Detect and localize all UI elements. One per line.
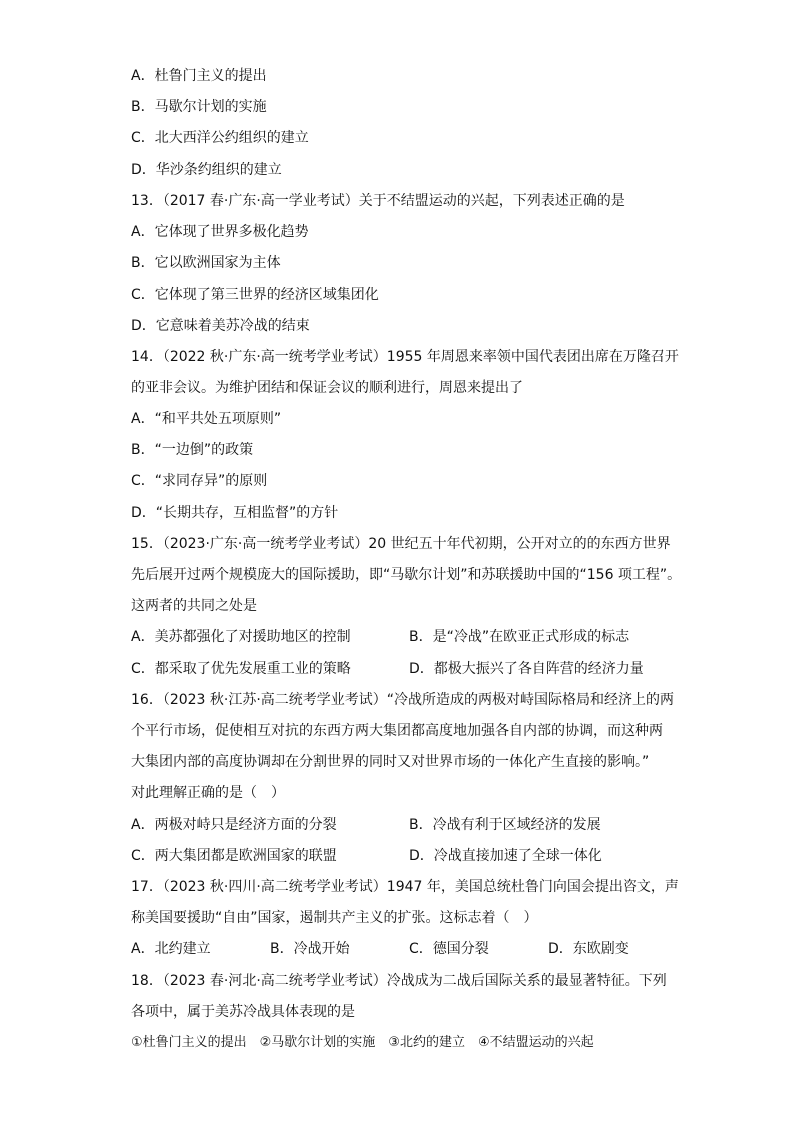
q16-option-b: B．冷战有利于区域经济的发展 xyxy=(409,817,601,833)
q12-option-d: D．华沙条约组织的建立 xyxy=(131,162,282,178)
q12-option-b: B．马歇尔计划的实施 xyxy=(131,99,267,115)
q17-stem-line-1: 17．（2023 秋·四川·高二统考学业考试）1947 年，美国总统杜鲁门向国会提出咨文，声 xyxy=(131,879,679,895)
q17-option-a: A．北约建立 xyxy=(131,941,211,957)
q15-option-a: A．美苏都强化了对援助地区的控制 xyxy=(131,629,351,645)
q13-stem: 13．（2017 春·广东·高一学业考试）关于不结盟运动的兴起，下列表述正确的是 xyxy=(131,193,625,209)
q16-stem-line-3: 大集团内部的高度协调却在分割世界的同时又对世界市场的一体化产生直接的影响。” xyxy=(131,754,650,770)
q15-stem-line-1: 15．（2023·广东·高一统考学业考试）20 世纪五十年代初期，公开对立的的东西方世界 xyxy=(131,536,671,552)
q12-option-c: C．北大西洋公约组织的建立 xyxy=(131,130,309,146)
q15-option-c: C．都采取了优先发展重工业的策略 xyxy=(131,661,351,677)
q18-items: ①杜鲁门主义的提出 ②马歇尔计划的实施 ③北约的建立 ④不结盟运动的兴起 xyxy=(131,1035,594,1050)
q15-option-b: B．是“冷战”在欧亚正式形成的标志 xyxy=(409,629,630,645)
q14-option-b: B．“一边倒”的政策 xyxy=(131,442,254,458)
q16-option-d: D．冷战直接加速了全球一体化 xyxy=(409,848,602,864)
q14-option-d: D．“长期共存，互相监督”的方针 xyxy=(131,505,339,521)
q18-stem-line-1: 18．（2023 春·河北·高二统考学业考试）冷战成为二战后国际关系的最显著特征。下列 xyxy=(131,973,667,989)
q14-stem-line-1: 14．（2022 秋·广东·高一统考学业考试）1955 年周恩来率领中国代表团出席在万隆召开 xyxy=(131,349,679,365)
q13-option-c: C．它体现了第三世界的经济区域集团化 xyxy=(131,287,379,303)
q14-option-c: C．“求同存异”的原则 xyxy=(131,473,268,489)
q13-option-a: A．它体现了世界多极化趋势 xyxy=(131,224,309,240)
q14-stem-line-2: 的亚非会议。为维护团结和保证会议的顺利进行，周恩来提出了 xyxy=(131,380,523,396)
q13-option-d: D．它意味着美苏冷战的结束 xyxy=(131,318,310,334)
q16-option-a: A．两极对峙只是经济方面的分裂 xyxy=(131,817,337,833)
q17-option-b: B．冷战开始 xyxy=(270,941,350,957)
q18-stem-line-2: 各项中，属于美苏冷战具体表现的是 xyxy=(131,1004,355,1020)
q15-option-d: D．都极大振兴了各自阵营的经济力量 xyxy=(409,661,644,677)
q17-option-d: D．东欧剧变 xyxy=(548,941,629,957)
q16-stem-line-4: 对此理解正确的是（ ） xyxy=(131,785,285,801)
q13-option-b: B．它以欧洲国家为主体 xyxy=(131,255,281,271)
q16-stem-line-1: 16．（2023 秋·江苏·高二统考学业考试）“冷战所造成的两极对峙国际格局和经济上的两 xyxy=(131,692,675,708)
q12-option-a: A．杜鲁门主义的提出 xyxy=(131,68,267,84)
q15-stem-line-3: 这两者的共同之处是 xyxy=(131,598,257,614)
q15-stem-line-2: 先后展开过两个规模庞大的国际援助，即“马歇尔计划”和苏联援助中国的“156 项工程”。 xyxy=(131,567,682,583)
q17-option-c: C．德国分裂 xyxy=(409,941,489,957)
q17-stem-line-2: 称美国要援助“自由”国家，遏制共产主义的扩张。这标志着（ ） xyxy=(131,910,538,926)
q16-stem-line-2: 个平行市场，促使相互对抗的东西方两大集团都高度地加强各自内部的协调，而这种两 xyxy=(131,723,663,739)
q14-option-a: A．“和平共处五项原则” xyxy=(131,411,282,427)
q16-option-c: C．两大集团都是欧洲国家的联盟 xyxy=(131,848,337,864)
